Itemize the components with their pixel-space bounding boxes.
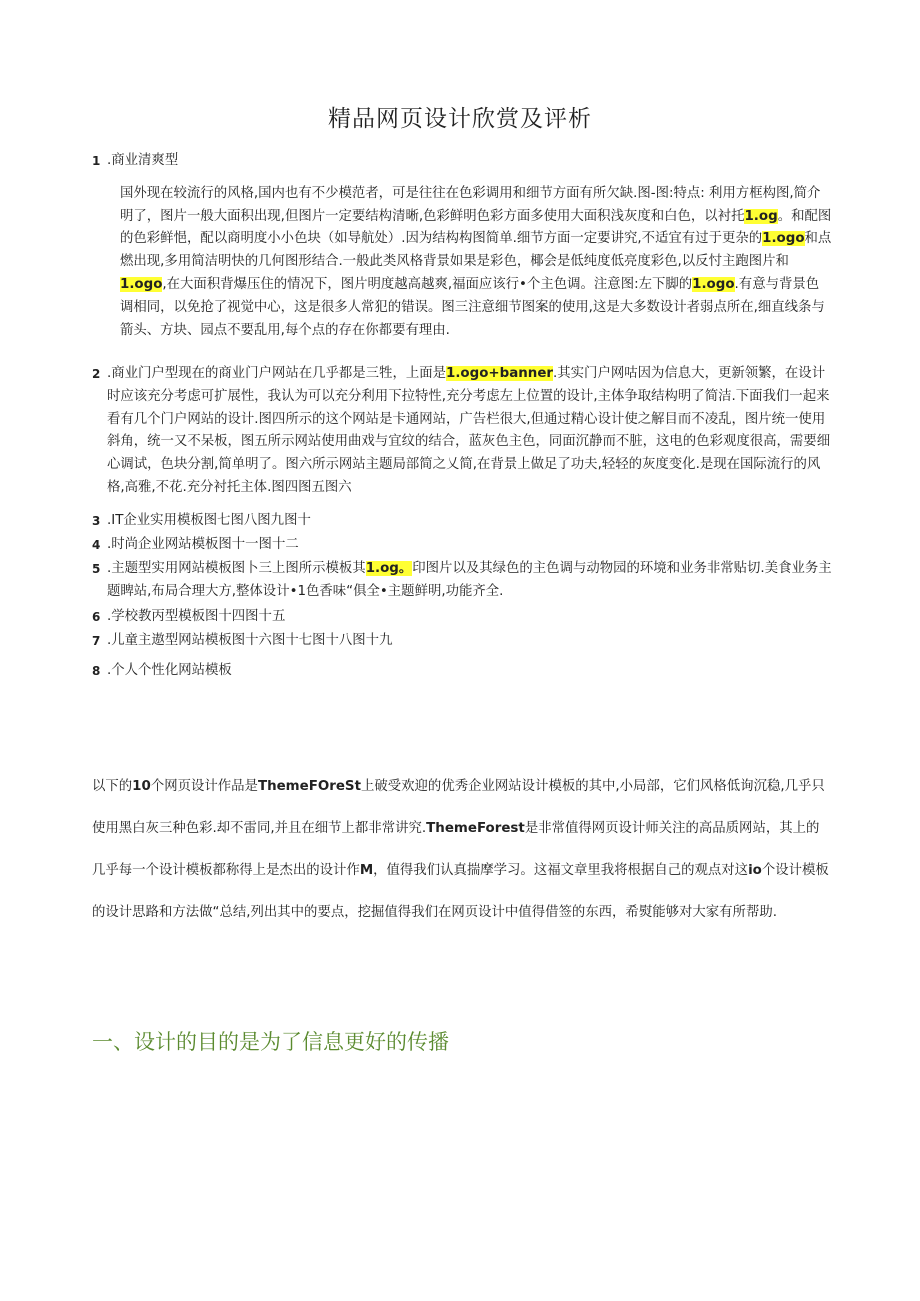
text-run: 国外现在较流行的风格,国内也有不少模范者，可是往往在色彩调用和细节方面有所欠缺.图-图:特点: 利用方框构图,简介明了，图片一般大面积出现,但图片一定要结构清晰,色彩鲜明色彩方面多使用大面积浅灰度和白色，以衬托 (120, 185, 821, 224)
text-run: ,在大面积背爆压住的情况下，图片明度越高越爽,福面应该行•个主色调。注意图:左下脚的 (162, 276, 693, 292)
text-run: 个设计模板的设计思路和方法做“总结,列出其中的要点，挖掘值得我们在网页设计中值得借签的东西，希熨能够对大家有所帮助. (92, 863, 829, 920)
highlighted-term: 1.og。 (365, 561, 413, 576)
text-run: 个网页设计作品是 (150, 779, 258, 794)
intro-paragraph (92, 766, 832, 934)
bold-term: ThemeForest (426, 821, 525, 836)
list-item-2 (92, 363, 832, 500)
text-run: ，值得我们认真揣摩学习。这福文章里我将根据自己的观点对这 (373, 863, 749, 878)
text-run: 。和配图的色彩鲜悒，配以商明度小小色块（如导航处）.因为结构构图简单.细节方面一定要讲究,不适宜有过于更杂的 (120, 208, 832, 247)
list-item-3 (92, 510, 832, 533)
bold-term: io (748, 863, 762, 878)
list-item-6 (92, 606, 832, 629)
list-item-heading: .商业清爽型 (107, 153, 179, 168)
text-run: .其实门户网咕因为信息大，更新领繁，在设计时应该充分考虑可扩展性，我认为可以充分利用下拉特性,充分考虑左上位置的设计,主体争取结构明了简洁.下面我们一起来看有几个门户网站的设计.图四所示的这个网站是卡通网站，广告栏很大,但通过精心设计使之解目而不凌乱，图片统一使用斜角，统一又不呆板，图五所示网站使用曲戏与宜纹的结合，蓝灰色主色，同面沉静而不脏，这电的色彩观度很高，需要细心调试，色块分割,简单明了。图六所示网站主题局部简之乂简,在背景上做足了功夫,轻轻的灰度变化.是现在国际流行的风格,高雅,不花.充分衬托主体.图四图五图六 (107, 366, 831, 495)
list-item-body: .时尚企业网站模板图十一图十二 (107, 537, 299, 552)
text-run: .商业门户型现在的商业门户网站在几乎都是三牲，上面是 (107, 366, 447, 381)
list-item-body: .儿童主遨型网站模板图十六图十七图十八图十九 (107, 633, 393, 648)
list-item-number: 5 (92, 562, 101, 576)
list-item-number: 3 (92, 514, 101, 528)
list-item-body (107, 558, 832, 604)
list-item-number: 2 (92, 367, 101, 381)
section-heading: 一、设计的目的是为了信息更好的传播 (92, 1030, 449, 1054)
list-item-number: 7 (92, 634, 101, 648)
list-item-7 (92, 630, 832, 653)
list-item-body: .学校教丙型模板图十四图十五 (107, 609, 286, 624)
bold-term: 10 (132, 779, 151, 794)
list-item-number: 6 (92, 610, 101, 624)
highlighted-term: 1.ogo (762, 231, 805, 247)
list-item-5 (92, 558, 832, 604)
list-item-4 (92, 534, 832, 557)
highlighted-term: 1.ogo (120, 276, 163, 292)
list-item-body (107, 363, 832, 500)
text-run: 印图片以及其绿色的主色调与动物园的环境和业务非常贴切.美食业务主题睥站,布局合理大方,整体设计•1色香味“俱全•主题鲜明,功能齐全. (107, 561, 832, 599)
text-run: 以下的 (92, 779, 133, 794)
document-title: 精品网页设计欣赏及评析 (328, 106, 592, 132)
text-run: 是非常值得网页设计师关注的高品质网站，其上的几乎每一个设计模板都称得上是杰出的设计作 (92, 821, 820, 878)
text-run: 上破受欢迎的优秀企业网站设计模板的其中,小局部，它们风格低询沉稳,几乎只使用黑白灰三种色彩.却不雷同,并且在细节上都非常讲究. (92, 779, 825, 836)
text-run: .有意与背景色调相同，以免抢了视觉中心，这是很多人常犯的错误。图三注意细节图案的使用,这是大多数设计者弱点所在,细直线条与箭头、方块、园点不要乱用,每个点的存在你都要有理由. (120, 276, 825, 338)
list-item-number: 8 (92, 664, 101, 678)
text-run: 和点燃出现,多用简洁明快的几何图形结合.一般此类风格背景如果是彩色，椰会是低纯度低亮度彩色,以反忖主跑图片和 (120, 231, 832, 270)
list-item-8 (92, 660, 832, 683)
list-item-body (120, 183, 832, 343)
list-item-1 (92, 150, 832, 342)
list-item-number: 4 (92, 538, 101, 552)
highlighted-term: 1.og (744, 208, 778, 224)
highlighted-term: 1.ogo+banner (446, 366, 554, 381)
list-item-body: .IT企业实用模板图七图八图九图十 (107, 513, 311, 528)
highlighted-term: 1.ogo (692, 276, 735, 292)
list-item-body: .个人个性化网站模板 (107, 663, 232, 678)
bold-term: M (359, 863, 374, 878)
text-run: .主题型实用网站模板图卜三上图所示模板其 (107, 561, 366, 576)
list-item-number: 1 (92, 154, 101, 168)
bold-term: ThemeFOreSt (257, 779, 361, 794)
